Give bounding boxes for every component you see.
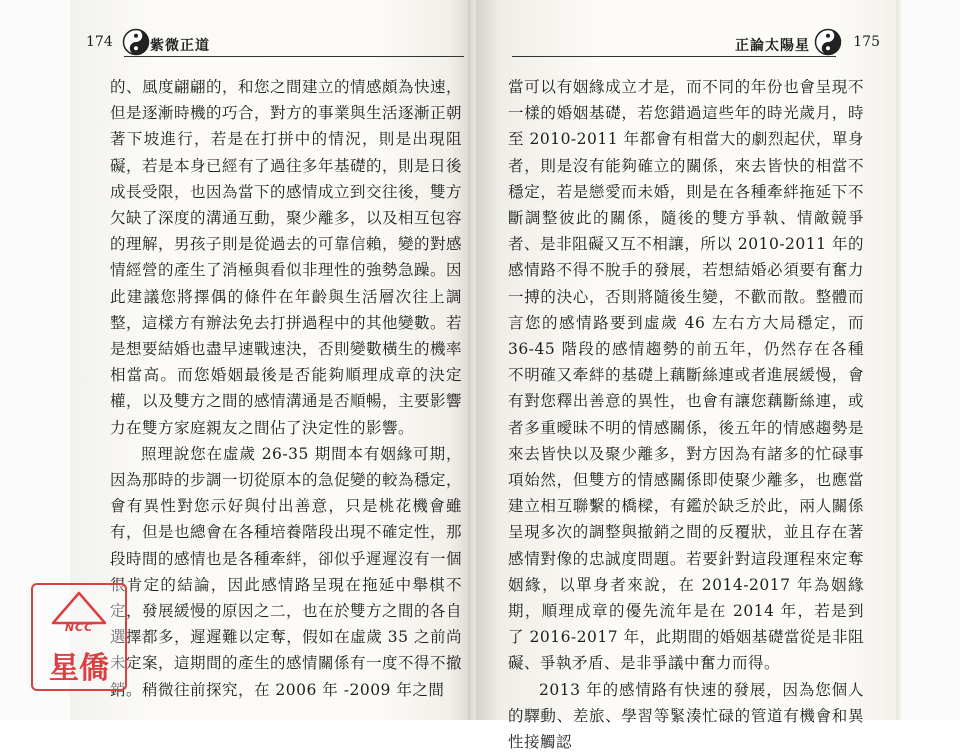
right-paragraph-2: 2013 年的感情路有快速的發展，因為您個人的驛動、差旅、學習等緊湊忙碌的管道有機會和異性接觸認	[508, 680, 864, 752]
right-page	[476, 0, 896, 752]
left-page-number: 174	[86, 34, 113, 50]
right-paragraph-1: 當可以有姻緣成立才是，而不同的年份也會呈現不一樣的婚姻基礎，若您錯過這些年的時光歲月，時至 2010-2011 年都會有相當大的劇烈起伏，單身者，則是沒有能夠確立的關係，來去皆快的相當不穩定，若是戀愛而未婚，則是在各種牽絆拖延下不斷調整彼此的關係，隨後的雙方爭執、情敵競爭者、是非阻礙又互不相讓，所以 2010-2011 年的感情路不得不脫手的發展，若想結婚必須要有奮力一搏的決心，否則將隨後生變，不歡而散。整體而言您的感情路要到虛歲 46 左右方大局穩定，而 36-45 階段的感情趨勢的前五年，仍然存在各種不明確又牽絆的基礎上藕斷絲連或者進展緩慢，會有對您釋出善意的異性，也會有讓您藕斷絲連，或者多重曖昧不明的情感關係，後五年的情感趨勢是來去皆快以及聚少離多，對方因為有諸多的忙碌事項始然，但雙方的情感關係即使聚少離多，也應當建立相互聯繫的橋樑，有鑑於缺乏於此，兩人關係呈現多次的調整與撤銷之間的反覆狀，並且存在著感情對像的忠誠度問題。若要針對這段運程來定奪姻緣，以單身者來說，在 2014-2017 年為姻緣期，順理成章的優先流年是在 2014 年，若是到了 2016-2017 年，此期間的婚姻基礎當從是非阻礙、爭執矛盾、是非爭議中奮力而得。	[508, 78, 864, 673]
watermark-cjk-text: 星僑	[49, 651, 109, 686]
page-fore-edge	[896, 0, 904, 720]
left-page	[70, 0, 474, 720]
left-paragraph-2: 照理說您在虛歲 26-35 期間本有姻緣可期，因為那時的步調一切從原本的急促變的較為穩定，會有異性對您示好與付出善意，只是桃花機會雖有，但是也總會在各種培養階段出現不確定性，那段時間的感情也是各種牽絆，卻似乎遲遲沒有一個很肯定的結論，因此感情路呈現在拖延中舉棋不定，發展緩慢的原因之二，也在於雙方之間的各自選擇都多，遲遲難以定奪，假如在虛歲 35 之前尚未定案，這期間的產生的感情關係有一度不得不撤銷。稍微往前探究，在 2006 年 -2009 年之間	[110, 444, 463, 699]
left-header-rule	[124, 56, 464, 57]
yin-yang-icon	[814, 28, 842, 56]
ncc-watermark-stamp	[31, 583, 127, 691]
right-header-rule	[512, 56, 836, 57]
right-page-header	[476, 28, 896, 58]
left-page-header	[70, 28, 474, 58]
right-running-title: 正論太陽星	[735, 38, 810, 54]
left-running-title: 紫微正道	[150, 38, 210, 54]
yin-yang-icon	[122, 28, 150, 56]
right-body-text	[508, 74, 864, 755]
left-paragraph-1: 的、風度翩翩的，和您之間建立的情感頗為快速，但是逐漸時機的巧合，對方的事業與生活逐漸正朝著下坡進行，若是在打拼中的情況，則是出現阻礙，若是本身已經有了過往多年基礎的，則是日後成長受限，也因為當下的感情成立到交往後，雙方欠缺了深度的溝通互動，聚少離多，以及相互包容的理解，男孩子則是從過去的可靠信賴，變的對感情經營的產生了消極與看似非理性的強勢急躁。因此建議您將擇偶的條件在年齡與生活層次往上調整，這樣方有辦法免去打拼過程中的其他變數。若是想要結婚也盡早速戰速決，否則變數橫生的機率相當高。而您婚姻最後是否能夠順理成章的決定權，以及雙方之間的感情溝通是否順暢，主要影響力在雙方家庭親友之間佔了決定性的影響。	[110, 78, 463, 437]
mountain-icon	[49, 591, 109, 625]
right-page-number: 175	[853, 34, 880, 50]
watermark-ncc-text: NCC	[64, 621, 94, 634]
left-body-text	[110, 74, 462, 703]
